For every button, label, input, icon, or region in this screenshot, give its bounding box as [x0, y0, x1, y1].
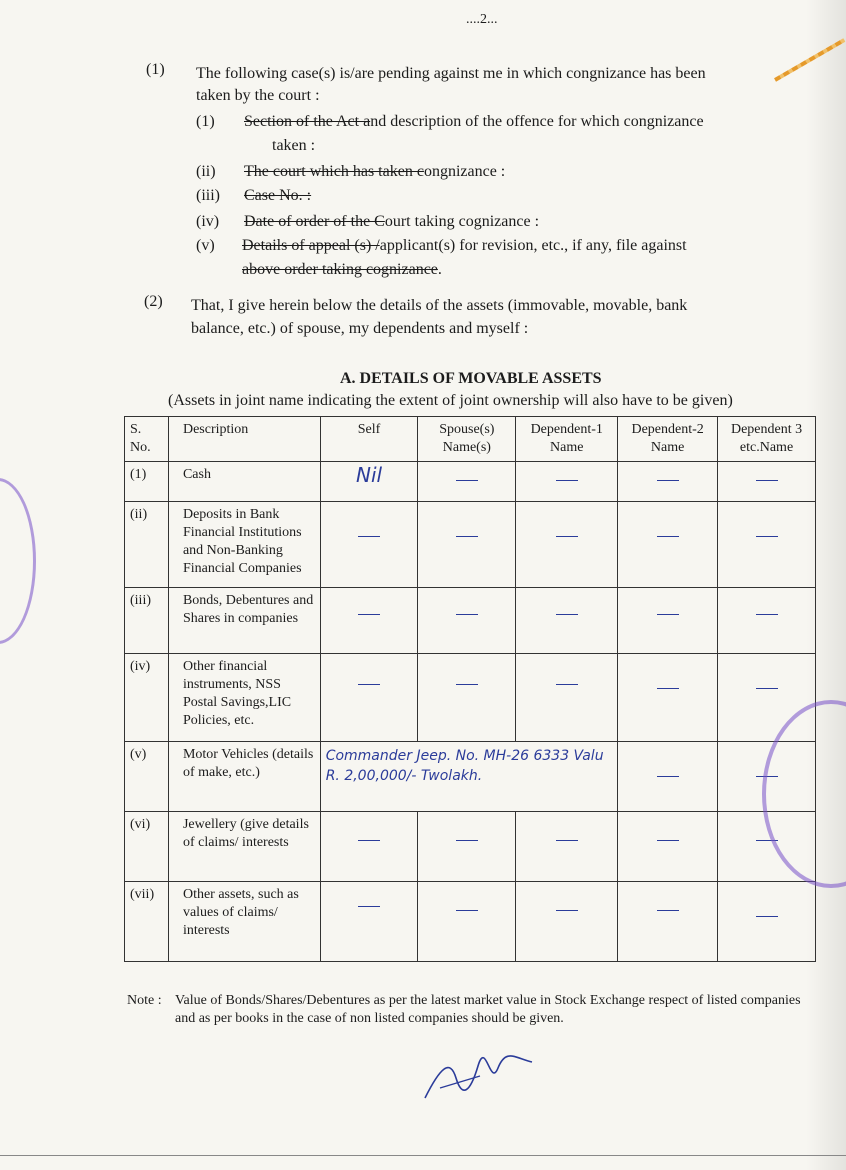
empty-dash [358, 906, 380, 907]
subitem-1-struck-text: Section of the Act a [244, 113, 371, 130]
subitem-4-struck-text: Date of order of the C [244, 213, 385, 230]
header-self: Self [320, 417, 418, 462]
empty-dash [358, 840, 380, 841]
row-description: Other assets, such as values of claims/ interests [168, 882, 320, 962]
table-row [125, 462, 816, 502]
header-dependent-1: Dependent-1 Name [516, 417, 618, 462]
empty-dash [657, 910, 679, 911]
subitem-2-number: (ii) [196, 163, 216, 180]
table-row [125, 654, 816, 742]
empty-dash [756, 688, 778, 689]
row-sno: (vi) [125, 812, 169, 882]
empty-dash [756, 480, 778, 481]
round-official-stamp [0, 478, 36, 644]
subitem-1-text: nd description of the offence for which congnizance [370, 113, 704, 130]
empty-dash [657, 614, 679, 615]
row-sno: (1) [125, 462, 169, 502]
empty-dash [556, 614, 578, 615]
header-dependent-2: Dependent-2 Name [618, 417, 718, 462]
empty-dash [756, 536, 778, 537]
row-sno: (iii) [125, 588, 169, 654]
table-row [125, 502, 816, 588]
empty-dash [556, 840, 578, 841]
subitem-2-text: ongnizance : [423, 163, 506, 180]
subitem-3-struck-text: Case No. : [244, 187, 312, 204]
empty-dash [657, 776, 679, 777]
empty-dash [358, 536, 380, 537]
row-description: Bonds, Debentures and Shares in companies [168, 588, 320, 654]
empty-dash [657, 480, 679, 481]
subitem-1-line-2: taken : [272, 137, 316, 154]
self-motor-vehicle-value: Commander Jeep. No. MH-26 6333 Valu R. 2,00,000/- Twolakh. [320, 742, 617, 812]
empty-dash [556, 684, 578, 685]
item-2-number: (2) [144, 293, 163, 310]
table-row [125, 742, 816, 812]
empty-dash [456, 684, 478, 685]
page-number: ....2... [466, 12, 498, 27]
row-description: Other financial instruments, NSS Postal Savings,LIC Policies, etc. [168, 654, 320, 742]
row-description: Jewellery (give details of claims/ interests [168, 812, 320, 882]
subitem-5-line-2-struck: above order taking cognizance [242, 261, 438, 278]
item-1-text-line-2: taken by the court : [196, 87, 320, 104]
page-bottom-rule [0, 1155, 846, 1156]
empty-dash [657, 688, 679, 689]
empty-dash [456, 840, 478, 841]
header-sno: S. No. [125, 417, 169, 462]
empty-dash [657, 536, 679, 537]
subitem-5-struck-text: Details of appeal (s) / [242, 237, 380, 254]
note-text: Value of Bonds/Shares/Debentures as per the latest market value in Stock Exchange respect of listed companies and as per books in the case of non listed companies should be given. [175, 993, 801, 1026]
empty-dash [456, 536, 478, 537]
table-row [125, 812, 816, 882]
table-row [125, 882, 816, 962]
row-sno: (vii) [125, 882, 169, 962]
header-dependent-3: Dependent 3 etc.Name [718, 417, 816, 462]
row-sno: (ii) [125, 502, 169, 588]
empty-dash [456, 480, 478, 481]
section-title: A. DETAILS OF MOVABLE ASSETS [340, 370, 602, 387]
subitem-5-text: applicant(s) for revision, etc., if any, file against [379, 237, 687, 254]
section-subtitle: (Assets in joint name indicating the extent of joint ownership will also have to be given) [168, 392, 733, 409]
empty-dash [756, 916, 778, 917]
row-description: Deposits in Bank Financial Institutions and Non-Banking Financial Companies [168, 502, 320, 588]
subitem-3-number: (iii) [196, 187, 220, 204]
empty-dash [456, 910, 478, 911]
subitem-4-text: ourt taking cognizance : [384, 213, 540, 230]
self-cash-value: Nil [320, 462, 418, 502]
item-2-text-line-2: balance, etc.) of spouse, my dependents and myself : [191, 320, 529, 337]
item-1-number: (1) [146, 61, 165, 78]
table-row [125, 588, 816, 654]
note-label: Note : [127, 993, 162, 1008]
empty-dash [556, 480, 578, 481]
empty-dash [358, 614, 380, 615]
subitem-2-struck-text: The court which has taken c [244, 163, 424, 180]
subitem-5-number: (v) [196, 237, 215, 254]
empty-dash [657, 840, 679, 841]
table-header-row [125, 417, 816, 462]
empty-dash [756, 614, 778, 615]
item-2-text-line-1: That, I give herein below the details of the assets (immovable, movable, bank [191, 297, 688, 314]
row-description: Cash [168, 462, 320, 502]
empty-dash [556, 536, 578, 537]
header-spouse: Spouse(s) Name(s) [418, 417, 516, 462]
header-description: Description [168, 417, 320, 462]
empty-dash [456, 614, 478, 615]
subitem-5-line-2 [242, 258, 442, 282]
empty-dash [556, 910, 578, 911]
handwritten-signature [420, 1048, 540, 1108]
row-sno: (v) [125, 742, 169, 812]
empty-dash [358, 684, 380, 685]
subitem-4-number: (iv) [196, 213, 220, 230]
row-description: Motor Vehicles (details of make, etc.) [168, 742, 320, 812]
movable-assets-table [124, 416, 816, 962]
subitem-5-line-2-text: . [437, 261, 442, 278]
subitem-1-number: (1) [196, 113, 215, 130]
item-1-text-line-1: The following case(s) is/are pending against me in which congnizance has been [196, 65, 706, 82]
row-sno: (iv) [125, 654, 169, 742]
